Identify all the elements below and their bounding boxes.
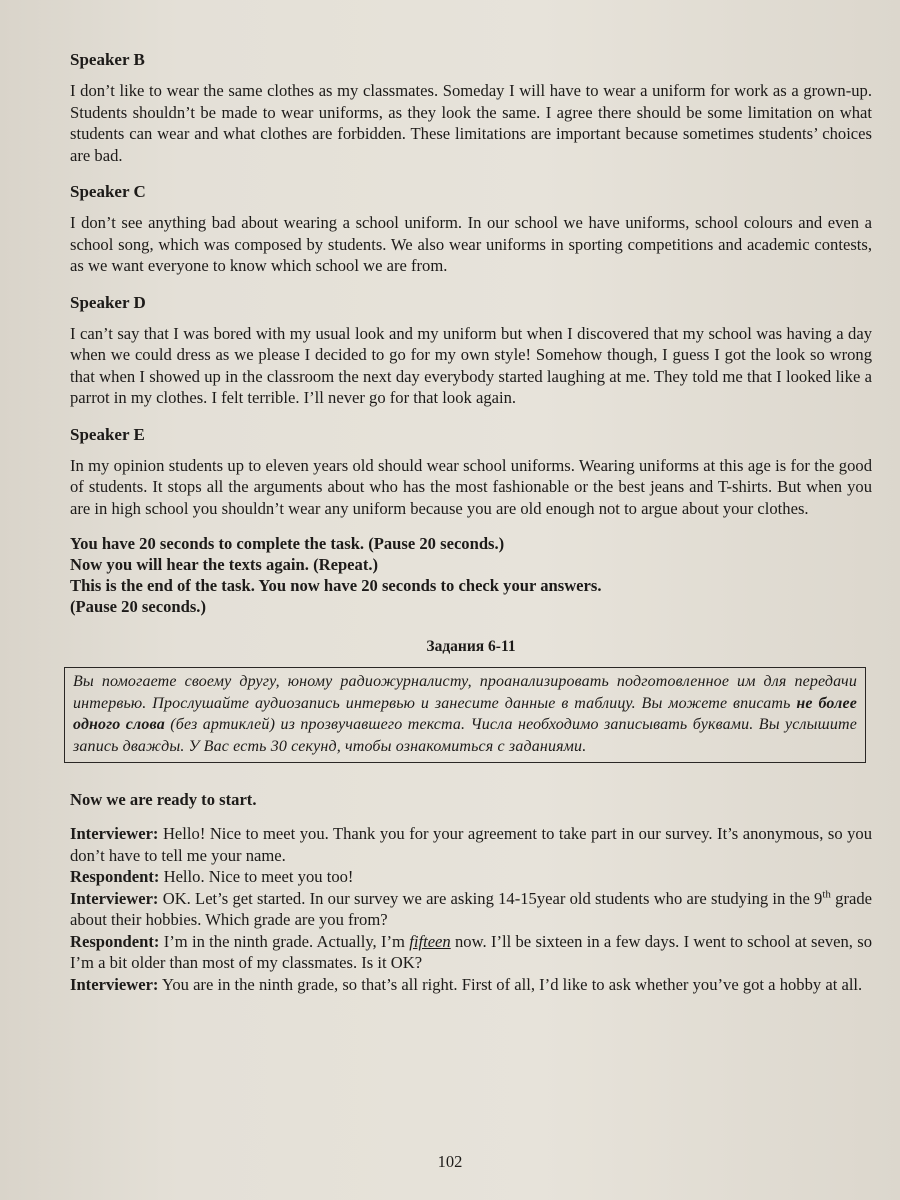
speaker-name: Respondent: — [70, 931, 160, 951]
dialogue-text: Hello. Nice to meet you too! — [159, 867, 354, 886]
task-text-part: Вы помогаете своему другу, юному радиожурналисту, проанализировать подготовленное им для передачи интервью. Прослушайте аудиозапись интервью и занесите данные в таблицу. Вы можете вписать — [73, 673, 857, 712]
speaker-e-text: In my opinion students up to eleven years old should wear school uniforms. Wearing uniforms at this age is for the good of students. It stops all the arguments about who has the most fashionable or the best jeans and T-shirts. But when you are in high school you shouldn’t wear any uniform because you are old enough not to argue about your clothes. — [70, 455, 872, 518]
page-number: 102 — [437, 1152, 463, 1171]
dialogue-line — [70, 866, 872, 888]
dialogue-line — [70, 888, 872, 931]
dialogue-line — [70, 974, 872, 996]
speaker-c-label: Speaker C — [70, 182, 146, 201]
speaker-c-section — [70, 180, 872, 277]
ready-line: Now we are ready to start. — [70, 790, 257, 809]
task-title: Задания 6-11 — [426, 638, 516, 655]
instruction-line: This is the end of the task. You now have 20 seconds to check your answers. — [70, 576, 602, 595]
audio-instructions — [70, 533, 872, 617]
speaker-b-text: I don’t like to wear the same clothes as my classmates. Someday I will have to wear a uniform for work as a grown-up. Students shouldn’t be made to wear uniforms, as they look the same. I agree there should be some limitation on what students can wear and what clothes are forbidden. These limitations are important because sometimes students’ choices are bad. — [70, 81, 872, 165]
speaker-b-section — [70, 48, 872, 166]
speaker-d-text: I can’t say that I was bored with my usual look and my uniform but when I discovered that my school was having a day when we could dress as we please I decided to go for my own style! Somehow though, I guess I got the look so wrong that when I showed up in the classroom the next day everybody started laughing at me. They told me that I looked like a parrot in my clothes. I felt terrible. I’ll never go for that look again. — [70, 323, 872, 407]
speaker-name: Interviewer: — [70, 824, 159, 843]
answer-word-fifteen: fifteen — [409, 931, 451, 951]
instruction-line: You have 20 seconds to complete the task. (Pause 20 seconds.) — [70, 534, 505, 553]
speaker-name: Interviewer: — [70, 974, 159, 994]
dialogue-text: now. I’ll be sixteen in a few days. I went to school at seven, so I’m a bit older than most of my classmates. Is it OK? — [70, 931, 873, 972]
speaker-name: Interviewer: — [70, 888, 159, 908]
speaker-name: Respondent: — [70, 867, 160, 886]
dialogue-line — [70, 823, 872, 866]
dialogue-text: Hello! Nice to meet you. Thank you for your agreement to take part in our survey. It’s anonymous, so you don’t have to tell me your name. — [70, 824, 872, 865]
interview-dialogue — [70, 823, 872, 995]
ordinal-suffix: th — [822, 887, 831, 900]
speaker-b-label: Speaker B — [70, 50, 145, 69]
task-instructions-box — [64, 667, 866, 763]
dialogue-line — [70, 931, 872, 974]
task-text-part: (без артиклей) из прозвучавшего текста. Числа необходимо записывать буквами. Вы услышите запись дважды. У Вас есть 30 секунд, чтобы ознакомиться с заданиями. — [73, 716, 858, 755]
task-text-emphasis: не более одного слова — [73, 694, 857, 733]
dialogue-text: I’m in the ninth grade. Actually, I’m — [159, 931, 410, 951]
speaker-e-section — [70, 423, 872, 520]
speaker-e-label: Speaker E — [70, 424, 145, 444]
dialogue-text: You are in the ninth grade, so that’s all right. First of all, I’d like to ask whether you’ve got a hobby at all. — [158, 974, 863, 994]
speaker-d-label: Speaker D — [70, 292, 146, 312]
speaker-d-section — [70, 291, 872, 409]
instruction-line: Now you will hear the texts again. (Repeat.) — [70, 555, 379, 574]
dialogue-text: grade about their hobbies. Which grade are you from? — [70, 888, 872, 929]
instruction-line: (Pause 20 seconds.) — [70, 597, 206, 616]
dialogue-text: OK. Let’s get started. In our survey we are asking 14-15year old students who are studying in the 9 — [158, 888, 823, 908]
speaker-c-text: I don’t see anything bad about wearing a school uniform. In our school we have uniforms, school colours and even a school song, which was composed by students. We also wear uniforms in sporting competitions and academic contests, as we want everyone to know which school we are from. — [70, 213, 872, 275]
